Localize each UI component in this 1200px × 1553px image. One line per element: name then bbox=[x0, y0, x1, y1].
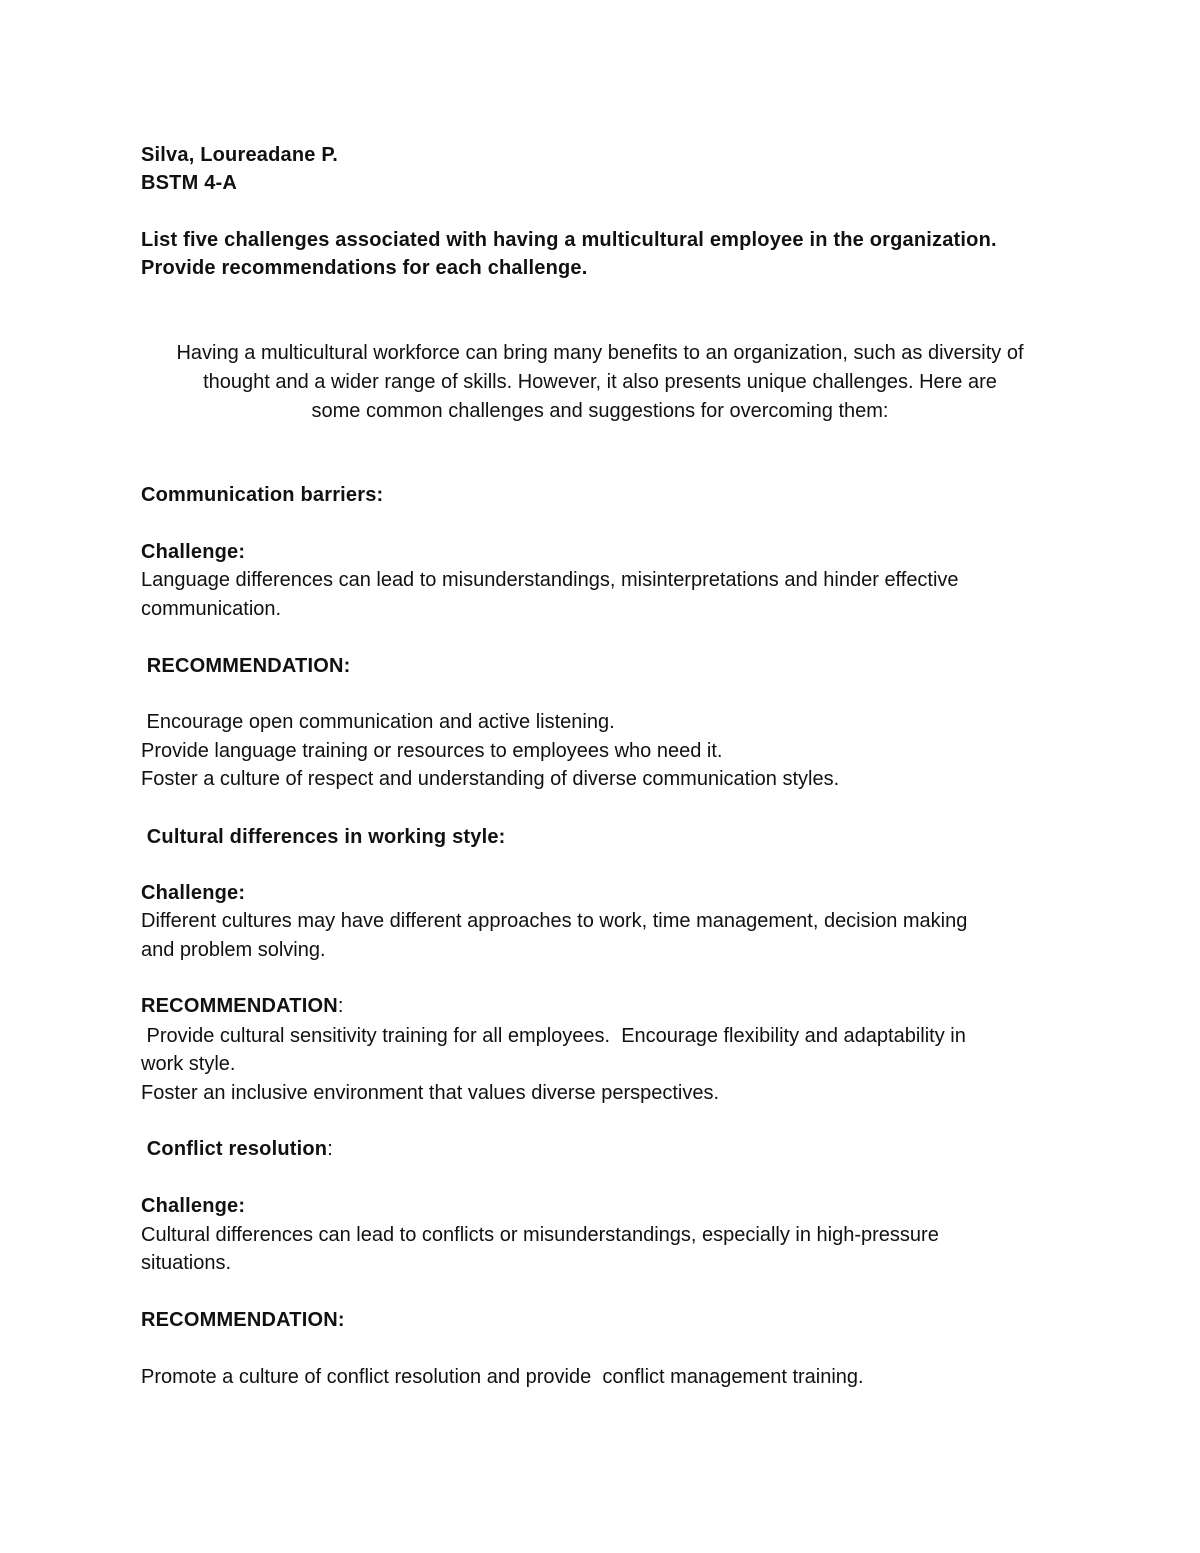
challenge-text: Language differences can lead to misunderstandings, misinterpretations and hinder effective bbox=[141, 569, 959, 591]
challenge-text: situations. bbox=[141, 1252, 232, 1274]
section-heading: Cultural differences in working style: bbox=[141, 826, 506, 848]
recommendation-colon: : bbox=[337, 995, 344, 1017]
recommendation-label: RECOMMENDATION: bbox=[141, 1309, 345, 1331]
challenge-text: Cultural differences can lead to conflicts or misunderstandings, especially in high-pressure bbox=[141, 1224, 939, 1246]
recommendation-label: RECOMMENDATION: bbox=[141, 655, 351, 677]
intro-line-3: some common challenges and suggestions for overcoming them: bbox=[311, 400, 889, 422]
student-section: BSTM 4-A bbox=[141, 172, 238, 194]
prompt-line-2: Provide recommendations for each challenge. bbox=[141, 257, 588, 279]
recommendation-text: work style. bbox=[141, 1053, 236, 1075]
section-heading-row bbox=[141, 1135, 333, 1163]
intro-line-2: thought and a wider range of skills. However, it also presents unique challenges. Here are bbox=[203, 371, 997, 393]
challenge-label: Challenge: bbox=[141, 882, 246, 904]
recommendation-text: Promote a culture of conflict resolution and provide conflict management training. bbox=[141, 1366, 864, 1388]
section-heading: Communication barriers: bbox=[141, 484, 384, 506]
intro-line-1: Having a multicultural workforce can bring many benefits to an organization, such as diversity of bbox=[176, 342, 1024, 364]
challenge-label: Challenge: bbox=[141, 1195, 246, 1217]
section-heading-colon: : bbox=[327, 1138, 333, 1160]
section-heading: Conflict resolution bbox=[141, 1138, 328, 1160]
student-name: Silva, Loureadane P. bbox=[141, 144, 339, 166]
recommendation-text: Foster a culture of respect and understanding of diverse communication styles. bbox=[141, 768, 840, 790]
prompt-line-1: List five challenges associated with having a multicultural employee in the organization. bbox=[141, 229, 997, 251]
recommendation-text: Encourage open communication and active listening. bbox=[141, 711, 615, 733]
recommendation-label: RECOMMENDATION bbox=[141, 995, 338, 1017]
challenge-text: Different cultures may have different approaches to work, time management, decision making bbox=[141, 910, 968, 932]
recommendation-text: Provide language training or resources to employees who need it. bbox=[141, 740, 723, 762]
challenge-text: and problem solving. bbox=[141, 939, 326, 961]
recommendation-heading bbox=[141, 992, 343, 1020]
recommendation-text: Foster an inclusive environment that values diverse perspectives. bbox=[141, 1082, 720, 1104]
challenge-label: Challenge: bbox=[141, 541, 246, 563]
challenge-text: communication. bbox=[141, 598, 282, 620]
recommendation-text: Provide cultural sensitivity training for all employees. Encourage flexibility and adaptability in bbox=[141, 1025, 966, 1047]
